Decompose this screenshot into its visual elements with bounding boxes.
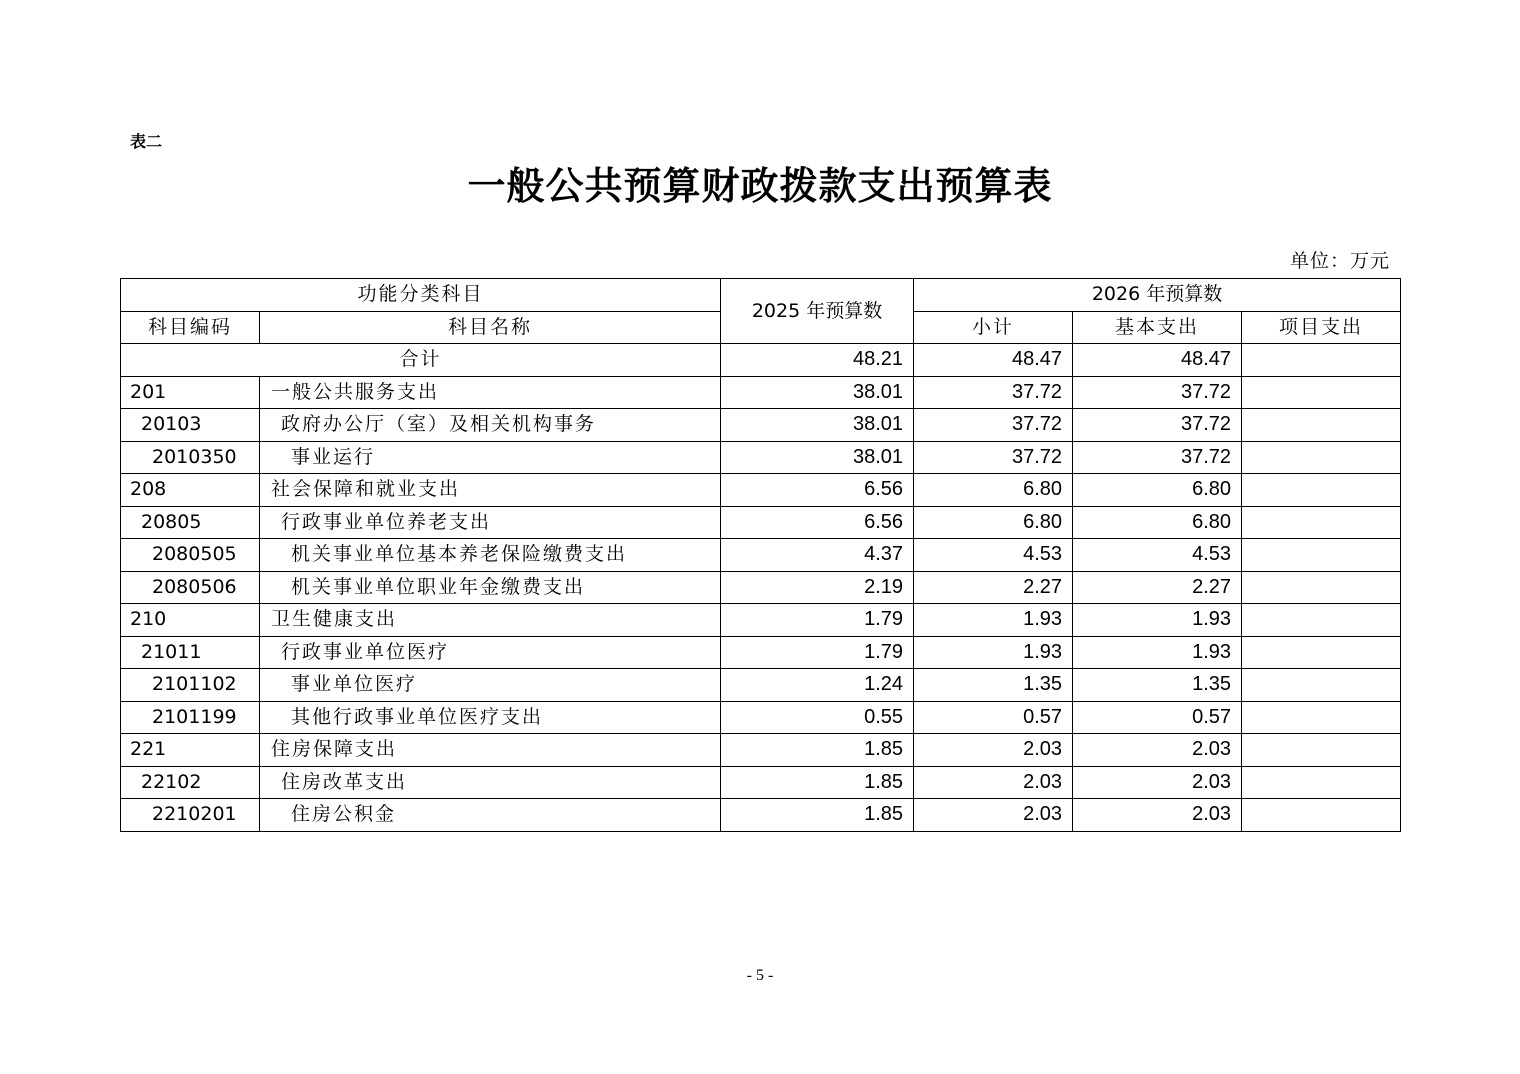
subject-name-cell: 事业单位医疗 — [260, 669, 721, 702]
header-subject-code: 科目编码 — [121, 311, 260, 344]
subject-name-cell: 机关事业单位基本养老保险缴费支出 — [260, 539, 721, 572]
budget-2025-cell: 1.85 — [721, 734, 914, 767]
total-row — [121, 344, 1401, 377]
subject-name-cell: 行政事业单位医疗 — [260, 636, 721, 669]
budget-2025-cell: 1.79 — [721, 636, 914, 669]
project-expenditure-cell — [1242, 571, 1401, 604]
subtotal-cell: 4.53 — [914, 539, 1073, 572]
basic-expenditure-cell: 37.72 — [1073, 409, 1242, 442]
subtotal-cell: 2.03 — [914, 799, 1073, 832]
budget-2025-cell: 4.37 — [721, 539, 914, 572]
header-budget-2026: 2026 年预算数 — [914, 279, 1401, 312]
total-budget-2025: 48.21 — [721, 344, 914, 377]
subject-code-cell: 20805 — [121, 506, 260, 539]
basic-expenditure-cell: 37.72 — [1073, 376, 1242, 409]
subject-code-cell: 20103 — [121, 409, 260, 442]
budget-2025-cell: 1.24 — [721, 669, 914, 702]
subtotal-cell: 2.03 — [914, 734, 1073, 767]
subtotal-cell: 37.72 — [914, 409, 1073, 442]
basic-expenditure-cell: 4.53 — [1073, 539, 1242, 572]
project-expenditure-cell — [1242, 701, 1401, 734]
budget-2025-cell: 0.55 — [721, 701, 914, 734]
budget-2025-cell: 38.01 — [721, 441, 914, 474]
header-project-expenditure: 项目支出 — [1242, 311, 1401, 344]
basic-expenditure-cell: 6.80 — [1073, 474, 1242, 507]
basic-expenditure-cell: 0.57 — [1073, 701, 1242, 734]
table-row — [121, 376, 1401, 409]
budget-2025-cell: 6.56 — [721, 474, 914, 507]
subject-name-cell: 一般公共服务支出 — [260, 376, 721, 409]
table-row — [121, 571, 1401, 604]
subject-code-cell: 2010350 — [121, 441, 260, 474]
subject-code-cell: 2101199 — [121, 701, 260, 734]
project-expenditure-cell — [1242, 409, 1401, 442]
budget-2025-cell: 38.01 — [721, 409, 914, 442]
unit-label: 单位：万元 — [1289, 250, 1390, 272]
table-row — [121, 474, 1401, 507]
subject-code-cell: 210 — [121, 604, 260, 637]
table-row — [121, 766, 1401, 799]
subject-code-cell: 2101102 — [121, 669, 260, 702]
project-expenditure-cell — [1242, 799, 1401, 832]
subtotal-cell: 6.80 — [914, 474, 1073, 507]
table-row — [121, 604, 1401, 637]
subject-name-cell: 事业运行 — [260, 441, 721, 474]
subject-code-cell: 2080506 — [121, 571, 260, 604]
subtotal-cell: 6.80 — [914, 506, 1073, 539]
budget-table — [120, 278, 1401, 832]
total-project — [1242, 344, 1401, 377]
basic-expenditure-cell: 6.80 — [1073, 506, 1242, 539]
subject-code-cell: 208 — [121, 474, 260, 507]
total-label: 合计 — [121, 344, 721, 377]
project-expenditure-cell — [1242, 669, 1401, 702]
page-number: - 5 - — [746, 967, 774, 984]
project-expenditure-cell — [1242, 766, 1401, 799]
subtotal-cell: 37.72 — [914, 376, 1073, 409]
subject-code-cell: 2080505 — [121, 539, 260, 572]
table-row — [121, 409, 1401, 442]
project-expenditure-cell — [1242, 376, 1401, 409]
budget-2025-cell: 6.56 — [721, 506, 914, 539]
budget-2025-cell: 38.01 — [721, 376, 914, 409]
basic-expenditure-cell: 2.03 — [1073, 734, 1242, 767]
basic-expenditure-cell: 2.03 — [1073, 766, 1242, 799]
subject-name-cell: 机关事业单位职业年金缴费支出 — [260, 571, 721, 604]
project-expenditure-cell — [1242, 474, 1401, 507]
basic-expenditure-cell: 1.93 — [1073, 604, 1242, 637]
header-basic-expenditure: 基本支出 — [1073, 311, 1242, 344]
budget-2025-cell: 1.79 — [721, 604, 914, 637]
table-row — [121, 701, 1401, 734]
table-row — [121, 636, 1401, 669]
page-title: 一般公共预算财政拨款支出预算表 — [467, 163, 1053, 208]
header-budget-2025: 2025 年预算数 — [721, 279, 914, 344]
subtotal-cell: 2.03 — [914, 766, 1073, 799]
header-subtotal: 小计 — [914, 311, 1073, 344]
budget-2025-cell: 1.85 — [721, 766, 914, 799]
table-row — [121, 669, 1401, 702]
project-expenditure-cell — [1242, 604, 1401, 637]
subject-name-cell: 其他行政事业单位医疗支出 — [260, 701, 721, 734]
subject-name-cell: 卫生健康支出 — [260, 604, 721, 637]
project-expenditure-cell — [1242, 734, 1401, 767]
table-label: 表二 — [130, 132, 163, 151]
budget-2025-cell: 2.19 — [721, 571, 914, 604]
subtotal-cell: 2.27 — [914, 571, 1073, 604]
subject-name-cell: 行政事业单位养老支出 — [260, 506, 721, 539]
basic-expenditure-cell: 1.35 — [1073, 669, 1242, 702]
header-subject-name: 科目名称 — [260, 311, 721, 344]
project-expenditure-cell — [1242, 506, 1401, 539]
total-basic: 48.47 — [1073, 344, 1242, 377]
table-row — [121, 506, 1401, 539]
subject-name-cell: 政府办公厅（室）及相关机构事务 — [260, 409, 721, 442]
subject-name-cell: 社会保障和就业支出 — [260, 474, 721, 507]
basic-expenditure-cell: 2.03 — [1073, 799, 1242, 832]
project-expenditure-cell — [1242, 539, 1401, 572]
subject-code-cell: 221 — [121, 734, 260, 767]
total-subtotal: 48.47 — [914, 344, 1073, 377]
subtotal-cell: 1.93 — [914, 604, 1073, 637]
table-row — [121, 799, 1401, 832]
subject-code-cell: 21011 — [121, 636, 260, 669]
basic-expenditure-cell: 1.93 — [1073, 636, 1242, 669]
table-row — [121, 734, 1401, 767]
basic-expenditure-cell: 37.72 — [1073, 441, 1242, 474]
table-row — [121, 441, 1401, 474]
budget-2025-cell: 1.85 — [721, 799, 914, 832]
subject-code-cell: 2210201 — [121, 799, 260, 832]
subject-name-cell: 住房改革支出 — [260, 766, 721, 799]
subtotal-cell: 1.93 — [914, 636, 1073, 669]
header-functional-category: 功能分类科目 — [121, 279, 721, 312]
subtotal-cell: 0.57 — [914, 701, 1073, 734]
project-expenditure-cell — [1242, 636, 1401, 669]
subtotal-cell: 37.72 — [914, 441, 1073, 474]
basic-expenditure-cell: 2.27 — [1073, 571, 1242, 604]
project-expenditure-cell — [1242, 441, 1401, 474]
subject-code-cell: 201 — [121, 376, 260, 409]
table-row — [121, 539, 1401, 572]
subject-code-cell: 22102 — [121, 766, 260, 799]
subject-name-cell: 住房保障支出 — [260, 734, 721, 767]
subtotal-cell: 1.35 — [914, 669, 1073, 702]
subject-name-cell: 住房公积金 — [260, 799, 721, 832]
